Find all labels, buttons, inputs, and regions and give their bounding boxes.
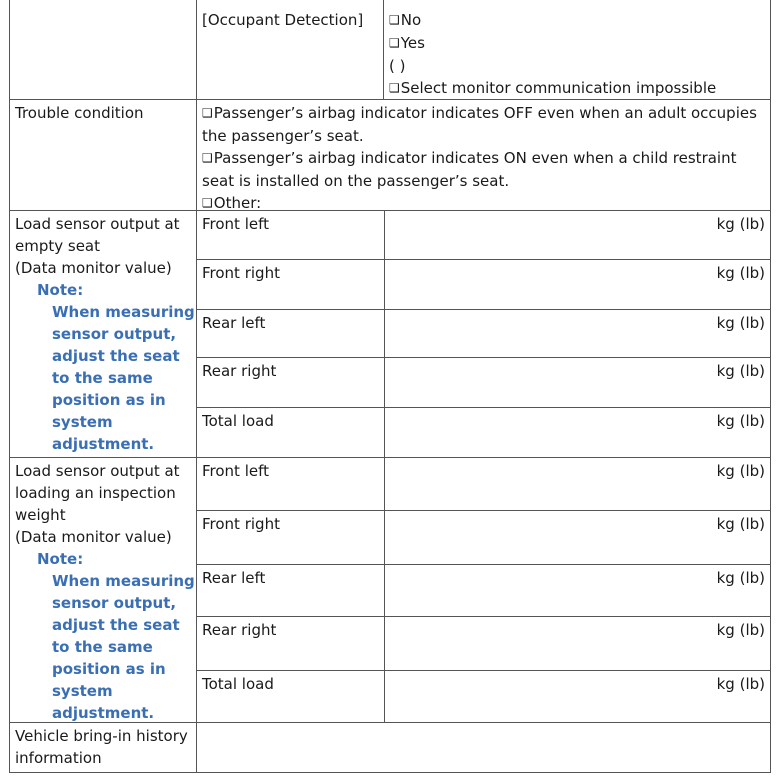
loaded-rear-left-label: Rear left: [202, 569, 266, 587]
loaded-seat-group: [9, 458, 771, 723]
checkbox-icon[interactable]: ❑: [202, 151, 213, 165]
checkbox-icon[interactable]: ❑: [389, 81, 400, 95]
empty-total-label: Total load: [202, 412, 274, 430]
occupant-detection-row: [9, 0, 771, 100]
occupant-options: [384, 0, 770, 99]
empty-rear-right-value[interactable]: kg (lb): [716, 362, 765, 380]
empty-rear-right-label: Rear right: [202, 362, 277, 380]
option-no[interactable]: ❑No: [389, 11, 422, 29]
checkbox-icon[interactable]: ❑: [202, 196, 213, 210]
vehicle-history-row: [9, 723, 771, 773]
loaded-front-right-label: Front right: [202, 515, 280, 533]
occupant-detection-label: [Occupant Detection]: [197, 0, 384, 99]
loaded-rear-left-value[interactable]: kg (lb): [716, 569, 765, 587]
vehicle-history-value[interactable]: [197, 723, 770, 772]
checkbox-icon[interactable]: ❑: [202, 106, 213, 120]
vehicle-history-label: Vehicle bring-in history information: [10, 723, 197, 772]
option-other[interactable]: ❑Other:: [202, 194, 262, 210]
empty-rear-left-value[interactable]: kg (lb): [716, 314, 765, 332]
occupant-blank-cell: [10, 0, 197, 99]
loaded-seat-label: Load sensor output at loading an inspection weight (Data monitor value) Note: When measuring sensor output, adjust the seat to the same position as in system adjustment.: [10, 458, 197, 722]
option-airbag-on[interactable]: ❑Passenger’s airbag indicator indicates ON even when a child restraint seat is installed on the passenger’s seat.: [202, 149, 737, 190]
trouble-condition-label: Trouble condition: [10, 100, 197, 210]
option-airbag-off[interactable]: ❑Passenger’s airbag indicator indicates OFF even when an adult occupies the passenger’s seat.: [202, 104, 757, 145]
loaded-total-label: Total load: [202, 675, 274, 693]
loaded-rear-right-label: Rear right: [202, 621, 277, 639]
checkbox-icon[interactable]: ❑: [389, 13, 400, 27]
empty-front-left-value[interactable]: kg (lb): [716, 215, 765, 233]
empty-rear-left-label: Rear left: [202, 314, 266, 332]
trouble-condition-options: [197, 100, 770, 210]
empty-front-right-value[interactable]: kg (lb): [716, 264, 765, 282]
empty-total-value[interactable]: kg (lb): [716, 412, 765, 430]
checkbox-icon[interactable]: ❑: [389, 36, 400, 50]
trouble-condition-row: [9, 100, 771, 211]
note-heading: Note:: [37, 281, 84, 299]
empty-seat-label: Load sensor output at empty seat (Data monitor value) Note: When measuring sensor output, adjust the seat to the same position as in system adjustment.: [10, 211, 197, 457]
empty-front-right-label: Front right: [202, 264, 280, 282]
option-yes[interactable]: ❑Yes: [389, 34, 425, 52]
empty-front-left-label: Front left: [202, 215, 270, 233]
loaded-front-right-value[interactable]: kg (lb): [716, 515, 765, 533]
option-comm-impossible[interactable]: ❑Select monitor communication impossible: [389, 79, 717, 97]
loaded-total-value[interactable]: kg (lb): [716, 675, 765, 693]
loaded-front-left-label: Front left: [202, 462, 270, 480]
note-heading: Note:: [37, 550, 84, 568]
loaded-front-left-value[interactable]: kg (lb): [716, 462, 765, 480]
option-paren: ( ): [389, 57, 406, 75]
empty-seat-group: [9, 211, 771, 458]
loaded-rear-right-value[interactable]: kg (lb): [716, 621, 765, 639]
